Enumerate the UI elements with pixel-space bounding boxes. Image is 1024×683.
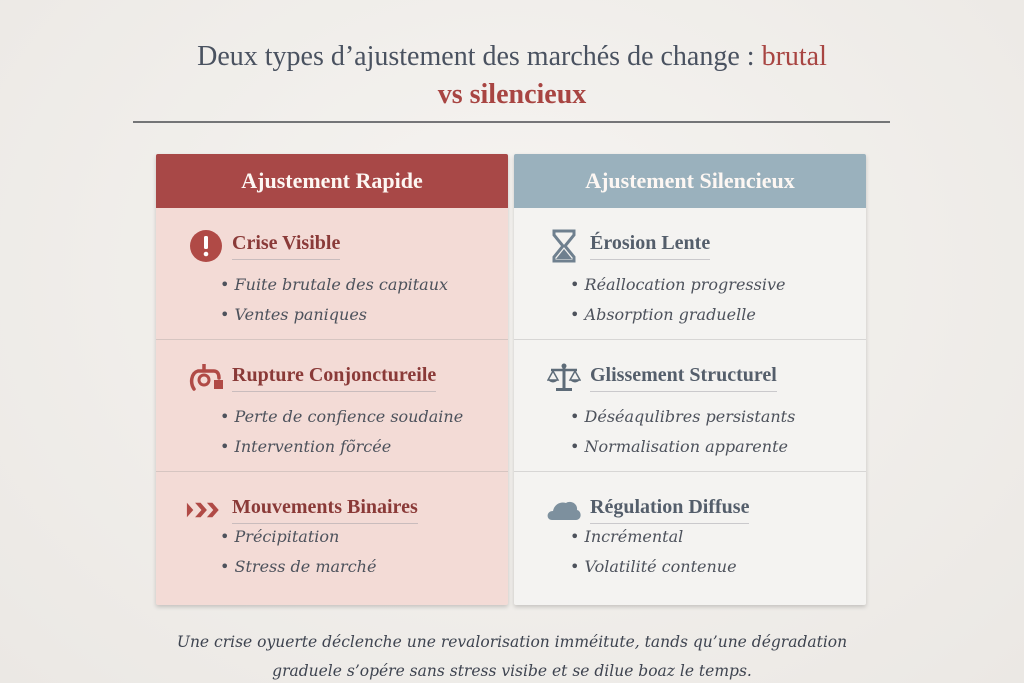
section-title: Mouvements Binaires: [232, 496, 418, 524]
footer-line-2: graduele s’opére sans stress visibe et se dilue boaz le temps.: [272, 662, 752, 680]
section-title: Glissement Structurel: [590, 364, 777, 392]
section-title: Érosion Lente: [590, 232, 710, 260]
bullet-list: [220, 270, 448, 330]
pipe-valve-icon: [186, 360, 226, 396]
list-item: • Fuite brutale des capitaux: [220, 270, 448, 300]
bullet-list: [570, 522, 737, 582]
section-glissement: [514, 340, 866, 472]
list-item: • Normalisation apparente: [570, 432, 795, 462]
list-item: • Déséaqulibres persistants: [570, 402, 795, 432]
footer-caption: [0, 628, 1024, 683]
page-title: [0, 38, 1024, 114]
list-item: • Absorption graduelle: [570, 300, 785, 330]
list-item: • Précipitation: [220, 522, 376, 552]
section-erosion: [514, 208, 866, 340]
footer-line-1: Une crise oyuerte déclenche une revalorisation imméitute, tands qu’une dégradation: [176, 633, 848, 651]
title-divider: [133, 121, 890, 123]
list-item: • Ventes paniques: [220, 300, 448, 330]
list-item: • Intervention fõrcée: [220, 432, 463, 462]
exclamation-circle-icon: [186, 228, 226, 264]
section-rupture: [156, 340, 508, 472]
section-crise-visible: [156, 208, 508, 340]
section-regulation: [514, 472, 866, 604]
list-item: • Stress de marché: [220, 552, 376, 582]
list-item: • Incrémental: [570, 522, 737, 552]
section-title: Crise Visible: [232, 232, 340, 260]
title-text: Deux types d’ajustement des marchés de change :: [197, 41, 762, 72]
bullet-list: [570, 402, 795, 462]
section-mouvements: [156, 472, 508, 604]
balance-scale-icon: [544, 360, 584, 396]
list-item: • Réallocation progressive: [570, 270, 785, 300]
panel-header: Ajustement Rapide: [156, 154, 508, 208]
list-item: • Perte de confience soudaine: [220, 402, 463, 432]
section-title: Régulation Diffuse: [590, 496, 749, 524]
bullet-list: [220, 402, 463, 462]
bullet-list: [220, 522, 376, 582]
title-line2: vs silencieux: [437, 79, 587, 110]
hourglass-icon: [544, 228, 584, 264]
panel-silent-adjustment: [514, 154, 866, 605]
section-title: Rupture Conjonctureile: [232, 364, 436, 392]
panel-header: Ajustement Silencieux: [514, 154, 866, 208]
panel-rapid-adjustment: [156, 154, 508, 605]
title-accent: brutal: [761, 41, 827, 72]
list-item: • Volatilité contenue: [570, 552, 737, 582]
bullet-list: [570, 270, 785, 330]
